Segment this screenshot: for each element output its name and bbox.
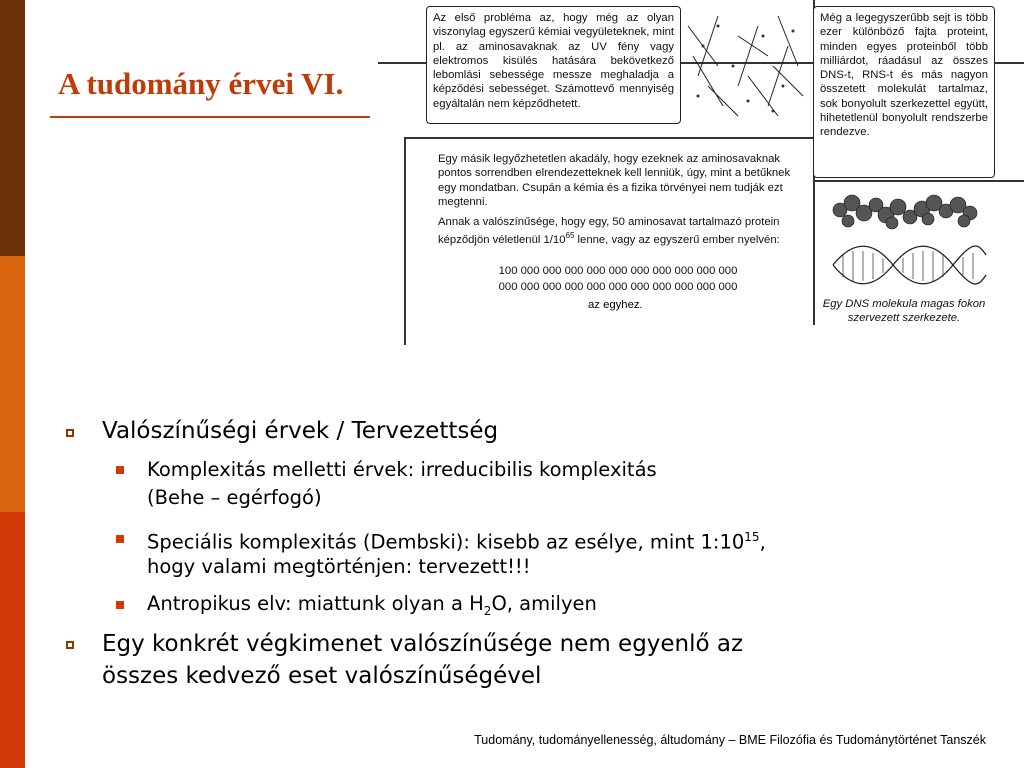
bullet-marker-1 xyxy=(66,429,74,437)
sub-bullet-2-line-2: hogy valami megtörténjen: tervezett!!! xyxy=(147,555,531,578)
dna-molecule-image xyxy=(828,185,988,295)
big-number xyxy=(493,263,743,295)
sub-bullet-2-exponent: 15 xyxy=(744,530,760,544)
sub-bullet-3-text: Antropikus elv: miattunk olyan a H xyxy=(147,592,484,615)
bullet-2-line-1: Egy konkrét végkimenet valószínűsége nem egyenlő az xyxy=(102,631,744,657)
dna-caption: Egy DNS molekula magas fokon szervezett szerkezete. xyxy=(822,298,986,324)
scanned-figure xyxy=(378,0,1024,345)
simplest-cell-text: Még a legegyszerűbb sejt is több ezer különböző fajta proteint, minden egyes proteinből több milliárdot, ráadásul az összes DNS-t, RNS-t és más nagyon összetett molekulát tartalmaz, sok bonyolult szerkezettel együtt, hihetetlenül bonyolult rendszerbe rendezve. xyxy=(820,12,988,139)
panel-paragraph-2 xyxy=(438,215,793,247)
left-strip-middle xyxy=(0,256,25,512)
sub-bullet-marker-2 xyxy=(116,535,124,543)
big-number-line-1: 100 000 000 000 000 000 000 000 000 000 000 xyxy=(498,265,738,277)
left-strip-top xyxy=(0,0,25,256)
slide-title: A tudomány érvei VI. xyxy=(58,66,344,101)
egyhez-text: az egyhez. xyxy=(588,299,643,311)
sub-bullet-2-line-1 xyxy=(147,524,766,556)
sub-bullet-marker-1 xyxy=(116,466,124,474)
bullet-marker-2 xyxy=(66,641,74,649)
discharge-illustration xyxy=(678,6,808,126)
sub-bullet-marker-3 xyxy=(116,601,124,609)
panel-p2-start: Annak a valószínűsége, hogy egy, 50 aminosavat tartalmazó protein képződjön véletlenül 1/10 xyxy=(438,216,780,247)
bullet-2-line-2: összes kedvező eset valószínűségével xyxy=(102,663,542,689)
panel-text xyxy=(438,152,793,254)
panel-p2-end: lenne, vagy az egyszerű ember nyelvén: xyxy=(574,234,780,247)
sub-bullet-1-line-2: (Behe – egérfogó) xyxy=(147,486,322,509)
bullet-1: Valószínűségi érvek / Tervezettség xyxy=(102,418,499,444)
text-box-first-problem xyxy=(426,6,681,124)
sub-bullet-3 xyxy=(147,591,597,624)
sub-bullet-3-end: O, amilyen xyxy=(491,592,597,615)
title-underline xyxy=(50,116,370,118)
panel-paragraph-1: Egy másik legyőzhetetlen akadály, hogy ezeknek az aminosavaknak pontos sorrendben elrendezetteknek kell lenniük, úgy, mint a betűknek egy mondatban. Csupán a kémia és a fizika törvényei nem tudják ezt megtenni. xyxy=(438,153,791,208)
sub-bullet-1-line-1: Komplexitás melletti érvek: irreducibilis komplexitás xyxy=(147,458,657,481)
sub-bullet-3-subscript: 2 xyxy=(483,603,492,618)
left-strip-bottom xyxy=(0,512,25,768)
figure-right-rule xyxy=(813,180,1024,182)
text-box-simplest-cell xyxy=(813,6,995,178)
slide-footer: Tudomány, tudományellenesség, áltudomány – BME Filozófia és Tudománytörténet Tanszék xyxy=(474,733,986,747)
figure-panel-rule xyxy=(404,137,814,139)
first-problem-text: Az első probléma az, hogy még az olyan viszonylag egyszerű kémiai vegyületeknek, mint pl. az aminosavaknak az UV fény vagy elektromos kisülés hatására bekövetkező lebomlási sebessége messze meghaladja a képződési sebességet. Számottevő mennyiség egyáltalán nem képződhetett. xyxy=(433,12,674,110)
sub-bullet-2-comma: , xyxy=(759,530,766,554)
figure-left-border xyxy=(404,137,406,345)
sub-bullet-2-text: Speciális komplexitás (Dembski): kisebb az esélye, mint 1:10 xyxy=(147,530,745,554)
big-number-line-2: 000 000 000 000 000 000 000 000 000 000 000 xyxy=(498,281,738,293)
panel-p2-exponent: 65 xyxy=(565,231,575,241)
